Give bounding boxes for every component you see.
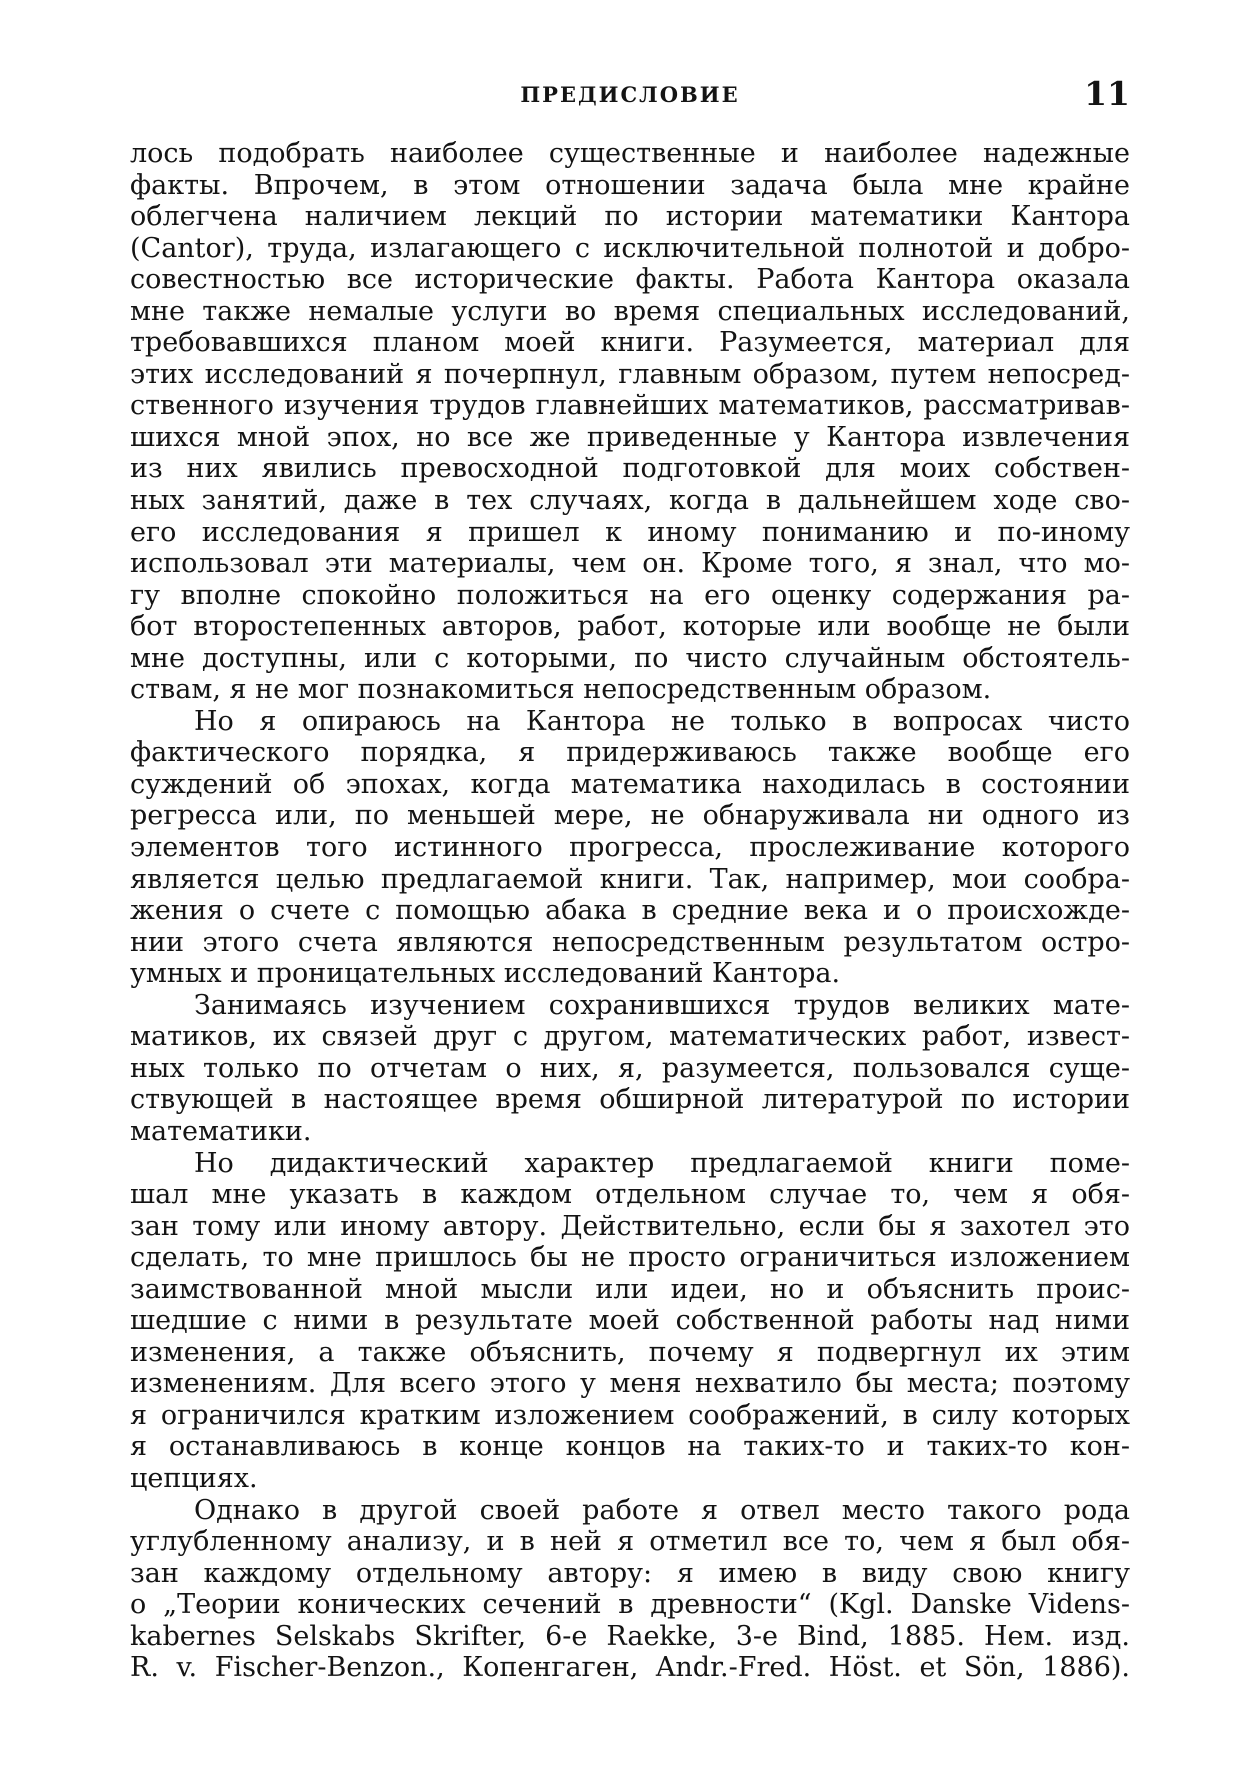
text-line: бот второстепенных авторов, работ, которые или вообще не были (130, 611, 1130, 643)
text-line: заимствованной мной мысли или идеи, но и объяснить проис- (130, 1273, 1130, 1305)
text-line: его исследования я пришел к иному пониманию и по-иному (130, 516, 1130, 548)
text-line: использовал эти материалы, чем он. Кроме того, я знал, что мо- (130, 548, 1130, 580)
text-line: облегчена наличием лекций по истории математики Кантора (130, 201, 1130, 233)
text-line: требовавшихся планом моей книги. Разумеется, материал для (130, 327, 1130, 359)
running-head (130, 72, 1130, 112)
text-line: фактического порядка, я придерживаюсь также вообще его (130, 737, 1130, 769)
text-line: зан каждому отдельному автору: я имею в виду свою книгу (130, 1557, 1130, 1589)
text-line: мне также немалые услуги во время специальных исследований, (130, 295, 1130, 327)
text-line: сделать, то мне пришлось бы не просто ограничиться изложением (130, 1242, 1130, 1274)
text-line: ных занятий, даже в тех случаях, когда в дальнейшем ходе сво- (130, 485, 1130, 517)
text-line: лось подобрать наиболее существенные и наиболее надежные (130, 138, 1130, 169)
text-line: (Cantor), труда, излагающего с исключительной полнотой и добро- (130, 232, 1130, 264)
text-line: изменения, а также объяснить, почему я подвергнул их этим (130, 1336, 1130, 1368)
text-line: этих исследований я почерпнул, главным образом, путем непосред- (130, 358, 1130, 390)
text-line: мне доступны, или с которыми, по чисто случайным обстоятель- (130, 642, 1130, 674)
text-line: является целью предлагаемой книги. Так, например, мои сообра- (130, 863, 1130, 895)
paragraph-end-line: цепциях. (130, 1462, 258, 1494)
text-line: kabernes Selskabs Skrifter, 6-e Raekke, 3-e Bind, 1885. Нем. изд. (130, 1620, 1130, 1652)
text-line: изменениям. Для всего этого у меня нехватило бы места; поэтому (130, 1368, 1130, 1400)
text-line: суждений об эпохах, когда математика находилась в состоянии (130, 768, 1130, 800)
text-line: матиков, их связей друг с другом, математических работ, извест- (130, 1021, 1130, 1053)
paragraph-start-line: Но дидактический характер предлагаемой книги поме- (194, 1147, 1130, 1179)
page-number: 11 (1084, 74, 1130, 113)
text-line: жения о счете с помощью абака в средние века и о происхожде- (130, 895, 1130, 927)
text-line: о „Теории конических сечений в древности“ (Kgl. Danske Videns- (130, 1589, 1130, 1621)
text-line: факты. Впрочем, в этом отношении задача была мне крайне (130, 169, 1130, 201)
paragraph-end-line: ствам, я не мог познакомиться непосредственным образом. (130, 674, 992, 706)
text-line: зан тому или иному автору. Действительно, если бы я захотел это (130, 1210, 1130, 1242)
text-line: ствующей в настоящее время обширной литературой по истории (130, 1084, 1130, 1116)
text-line: шихся мной эпох, но все же приведенные у Кантора извлечения (130, 421, 1130, 453)
body-text (130, 138, 1130, 1684)
text-line: из них явились превосходной подготовкой для моих собствен- (130, 453, 1130, 485)
text-line: R. v. Fischer-Benzon., Копенгаген, Andr.-Fred. Höst. et Sön, 1886). (130, 1652, 1130, 1684)
paragraph-end-line: умных и проницательных исследований Кантора. (130, 958, 841, 990)
text-line: я ограничился кратким изложением соображений, в силу которых (130, 1399, 1130, 1431)
text-line: нии этого счета являются непосредственным результатом остро- (130, 926, 1130, 958)
paragraph-end-line: математики. (130, 1115, 312, 1147)
text-line: регресса или, по меньшей мере, не обнаруживала ни одного из (130, 800, 1130, 832)
text-line: гу вполне спокойно положиться на его оценку содержания ра- (130, 579, 1130, 611)
text-line: я останавливаюсь в конце концов на таких-то и таких-то кон- (130, 1431, 1130, 1463)
paragraph-start-line: Однако в другой своей работе я отвел место такого рода (194, 1494, 1130, 1526)
text-line: элементов того истинного прогресса, прослеживание которого (130, 832, 1130, 864)
text-line: углубленному анализу, и в ней я отметил все то, чем я был обя- (130, 1526, 1130, 1558)
running-title: ПРЕДИСЛОВИЕ (520, 82, 740, 107)
text-line: ственного изучения трудов главнейших математиков, рассматривав- (130, 390, 1130, 422)
text-line: шедшие с ними в результате моей собственной работы над ними (130, 1305, 1130, 1337)
text-line: шал мне указать в каждом отдельном случае то, чем я обя- (130, 1179, 1130, 1211)
text-line: совестностью все исторические факты. Работа Кантора оказала (130, 264, 1130, 296)
text-line: ных только по отчетам о них, я, разумеется, пользовался суще- (130, 1052, 1130, 1084)
paragraph-start-line: Но я опираюсь на Кантора не только в вопросах чисто (194, 705, 1130, 737)
paragraph-start-line: Занимаясь изучением сохранившихся трудов великих мате- (194, 989, 1130, 1021)
